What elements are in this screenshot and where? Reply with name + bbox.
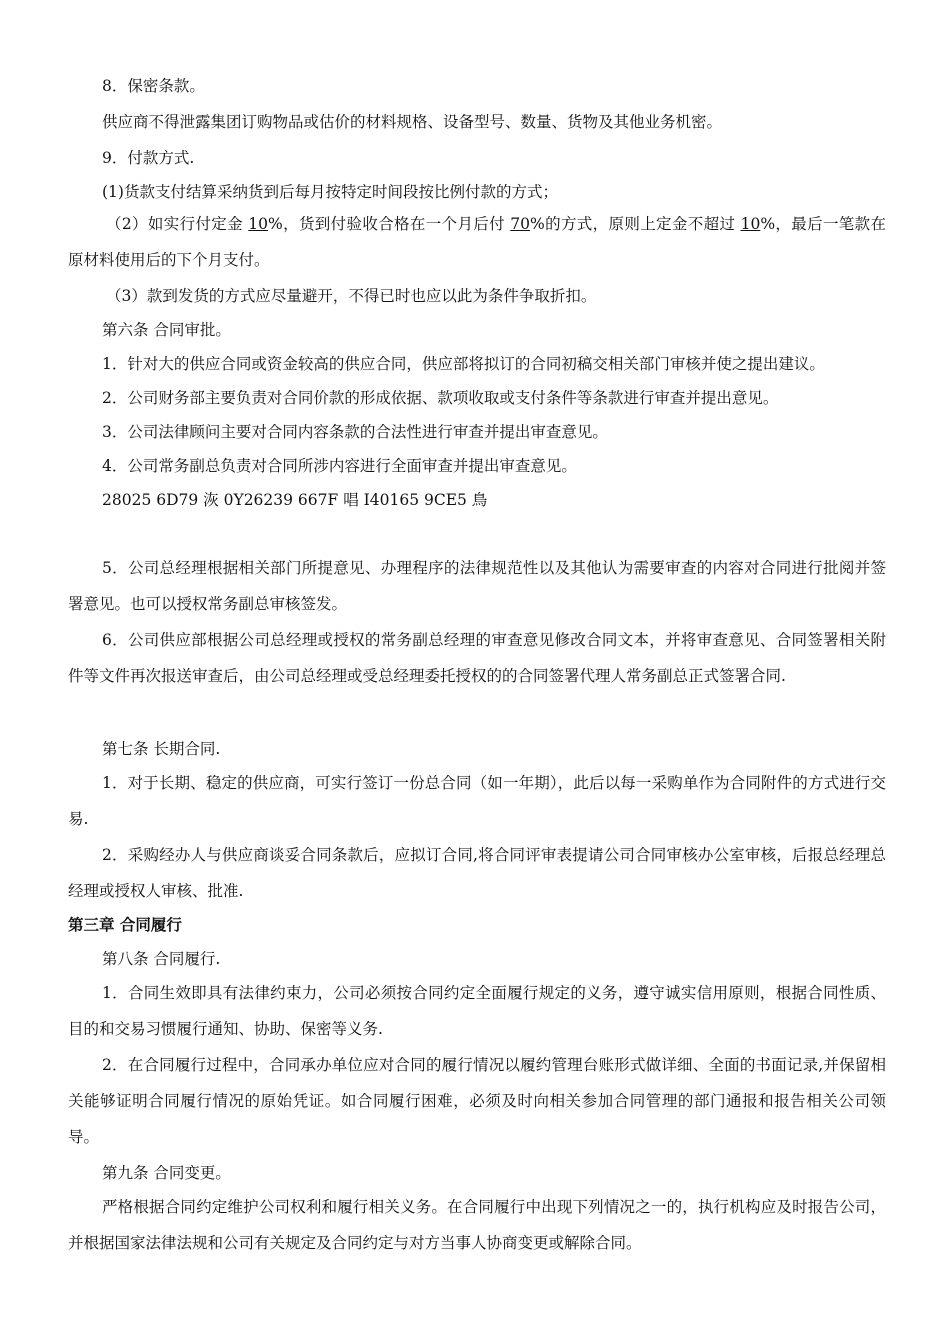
confidentiality-text: 供应商不得泄露集团订购物品或估价的材料规格、设备型号、数量、货物及其他业务机密。 — [102, 113, 723, 131]
article-6-item-1: 1．针对大的供应合同或资金较高的供应合同，供应部将拟订的合同初稿交相关部门审核并使之提出建议。 — [102, 355, 825, 373]
deposit-cap-percent: 10 — [740, 215, 761, 233]
article-7-item-1: 1．对于长期、稳定的供应商，可实行签订一份总合同（如一年期），此后以每一采购单作为合同附件的方式进行交易. — [68, 774, 886, 828]
article-8-title: 第八条 合同履行. — [102, 950, 221, 968]
payment-2-text-e: %的方式，原则上定金不超过 — [530, 215, 741, 233]
deposit-percent: 10 — [248, 215, 269, 233]
payment-2-text-g: %，最后一笔款在 原材料使用后的下个月支付。 — [68, 215, 887, 269]
payment-method-3: （3）款到发货的方式应尽量避开，不得已时也应以此为条件争取折扣。 — [106, 287, 597, 305]
clause-8-title: 8．保密条款。 — [102, 77, 205, 95]
payment-method-1: (1)货款支付结算采纳货到后每月按特定时间段按比例付款的方式； — [102, 183, 558, 201]
article-6-item-6: 6．公司供应部根据公司总经理或授权的常务副总经理的审查意见修改合同文本，并将审查意见、合同签署相关附件等文件再次报送审查后，由公司总经理或受总经理委托授权的的合同签署代理人常务副总正式签署合同. — [68, 631, 886, 685]
article-9-title: 第九条 合同变更。 — [102, 1164, 231, 1182]
article-6-item-5: 5．公司总经理根据相关部门所提意见、办理程序的法律规范性以及其他认为需要审查的内容对合同进行批阅并签署意见。也可以授权常务副总审核签发。 — [68, 559, 886, 613]
article-8-item-2: 2．在合同履行过程中，合同承办单位应对合同的履行情况以履约管理台账形式做详细、全面的书面记录,并保留相关能够证明合同履行情况的原始凭证。如合同履行困难，必须及时向相关参加合同管理的部门通报和报告相关公司领导。 — [68, 1056, 886, 1146]
article-9-text: 严格根据合同约定维护公司权利和履行相关义务。在合同履行中出现下列情况之一的，执行机构应及时报告公司，并根据国家法律法规和公司有关规定及合同约定与对方当事人协商变更或解除合同。 — [68, 1198, 886, 1252]
payment-2-text-a: （2）如实行付定金 — [106, 215, 249, 233]
article-6-item-4: 4．公司常务副总负责对合同所涉内容进行全面审查并提出审查意见。 — [102, 457, 577, 475]
payment-method-2 — [68, 206, 886, 278]
garbled-code-line: 28025 6D79 洃 0Y26239 667F 唱 I40165 9CE5 鳥 — [102, 491, 488, 509]
article-6-item-2: 2．公司财务部主要负责对合同价款的形成依据、款项收取或支付条件等条款进行审查并提出意见。 — [102, 389, 779, 407]
chapter-3-heading: 第三章 合同履行 — [68, 915, 182, 934]
article-7-item-2: 2．采购经办人与供应商谈妥合同条款后，应拟订合同,将合同评审表提请公司合同审核办公室审核，后报总经理总经理或授权人审核、批准. — [68, 846, 886, 900]
payment-2-text-c: %，货到付验收合格在一个月后付 — [268, 215, 511, 233]
article-6-title: 第六条 合同审批。 — [102, 321, 231, 339]
article-7-title: 第七条 长期合同. — [102, 740, 221, 758]
article-8-item-1: 1．合同生效即具有法律约束力，公司必须按合同约定全面履行规定的义务，遵守诚实信用原则，根据合同性质、目的和交易习惯履行通知、协助、保密等义务. — [68, 984, 886, 1038]
article-6-item-3: 3．公司法律顾问主要对合同内容条款的合法性进行审查并提出审查意见。 — [102, 423, 608, 441]
clause-9-title: 9．付款方式. — [102, 149, 195, 167]
payment-percent: 70 — [510, 215, 531, 233]
